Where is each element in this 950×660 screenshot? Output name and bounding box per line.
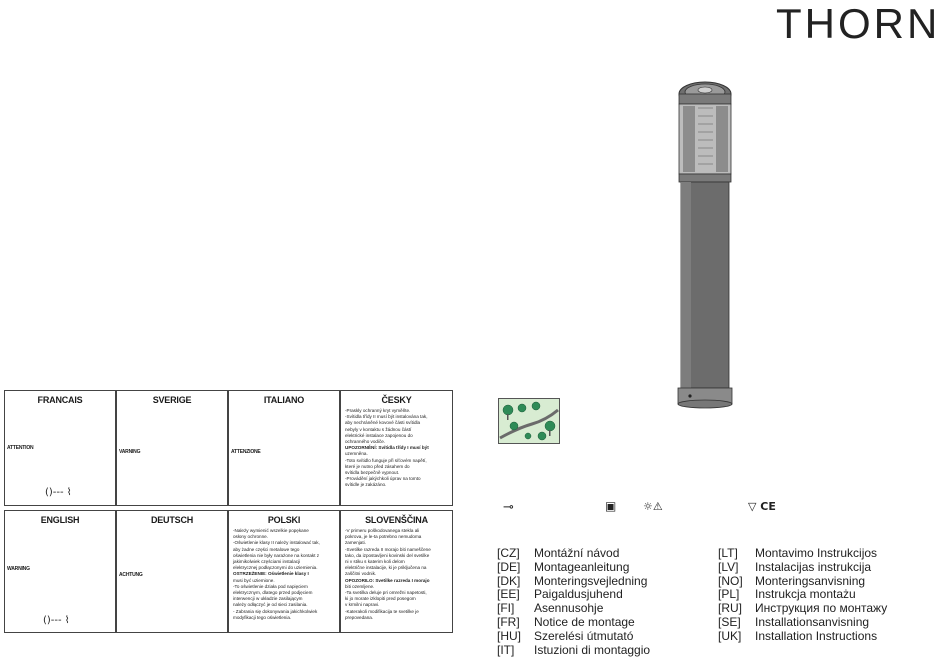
heat-warning-icon: ☼⚠ bbox=[643, 500, 663, 513]
warning-box-cesky bbox=[340, 390, 453, 506]
box-line: należy odłączyć je od sieci zasilania. bbox=[233, 602, 308, 608]
warning-box-slovenscina bbox=[340, 510, 453, 633]
box-line: -V primeru poškodovanega stekla ali bbox=[345, 528, 420, 533]
box-line: ki jo morate izklopiti pred posegom bbox=[345, 596, 416, 602]
language-code: [DK] bbox=[497, 573, 521, 588]
box-line: prepovedana. bbox=[345, 614, 374, 620]
bollard-luminaire-illustration bbox=[660, 70, 750, 415]
language-label: Szerelési útmutató bbox=[534, 628, 634, 643]
language-label: Monteringsvejledning bbox=[534, 573, 648, 588]
warning-box-sverige bbox=[116, 390, 228, 506]
landscape-application-icon bbox=[498, 398, 560, 444]
box-line: elektrycznej podłączonymi do uziemienia. bbox=[233, 565, 318, 571]
box-title: POLSKI bbox=[267, 515, 301, 525]
box-line: svítidla bezpečně vypnout. bbox=[345, 470, 400, 476]
language-label: Instrukcja montażu bbox=[755, 587, 856, 602]
language-code: [PL] bbox=[718, 587, 740, 602]
box-line: -Należy wymienić wszelkie popękane bbox=[233, 528, 309, 533]
box-keyword: ACHTUNG bbox=[119, 572, 143, 578]
warning-box-deutsch bbox=[116, 510, 228, 633]
box-line: -Oświetlenie klasy II należy instalować tak, bbox=[233, 540, 320, 546]
language-label: Montageanleitung bbox=[534, 559, 630, 574]
class-symbol-icon: ()--- ⌇ bbox=[45, 487, 72, 498]
list-item bbox=[497, 644, 650, 658]
box-line: oświetlenia nie były narażone na kontakt z bbox=[233, 552, 320, 558]
box-title: ČESKY bbox=[381, 395, 412, 405]
box-body bbox=[233, 528, 335, 621]
list-item bbox=[497, 616, 650, 630]
box-line: - Zabrania się dokonywania jakichkolwiek bbox=[233, 608, 318, 614]
box-body bbox=[345, 408, 448, 489]
cable-gland-icon: ⊸ bbox=[503, 500, 514, 515]
box-title: SLOVENŠČINA bbox=[365, 515, 428, 525]
box-line: -Provádění jakýchkoli úprav na tomto bbox=[345, 476, 421, 482]
list-item bbox=[497, 561, 650, 575]
list-item bbox=[718, 602, 887, 616]
box-keyword: ATTENTION bbox=[7, 445, 34, 451]
list-item bbox=[718, 547, 887, 561]
box-line: pokrova, je le-ta potrebno nemudoma bbox=[345, 534, 422, 540]
box-line: nebyly v kontaktu s žádnou částí bbox=[345, 426, 412, 432]
box-line: interwencji w układzie zasilającym bbox=[233, 596, 303, 602]
box-keyword: VARNING bbox=[119, 449, 141, 455]
language-label: Инструкция по монтажу bbox=[755, 601, 888, 616]
box-line: -Toto svítidlo funguje při síťovém napětí, bbox=[345, 457, 427, 463]
box-title: ITALIANO bbox=[263, 395, 305, 405]
box-line: -To oświetlenie działa pod napięciem bbox=[233, 583, 308, 589]
box-line: ni v stiku s katerim koli delom bbox=[345, 559, 405, 565]
list-item bbox=[718, 588, 887, 602]
warning-box-francais bbox=[4, 390, 116, 506]
language-code: [IT] bbox=[497, 642, 515, 657]
box-line: -Praskly ochranný kryt vyměňte. bbox=[345, 408, 411, 413]
language-label: Notice de montage bbox=[534, 614, 635, 629]
box-line: uzemněna. bbox=[345, 451, 368, 457]
list-item bbox=[497, 547, 650, 561]
warning-box-italiano bbox=[228, 390, 340, 506]
language-code: [FR] bbox=[497, 614, 520, 629]
box-line: OPOZORILO: Svetilke razreda I morajo bbox=[345, 577, 430, 583]
box-line: zamenjati. bbox=[345, 540, 366, 546]
box-line: biti ozemljene. bbox=[345, 583, 375, 589]
box-keyword: WARNING bbox=[7, 566, 30, 572]
box-line: svítidle je zakázáno. bbox=[345, 482, 387, 488]
language-label: Montavimo Instrukcijos bbox=[755, 546, 878, 560]
language-code: [LV] bbox=[718, 559, 739, 574]
box-line: musi być uziemione. bbox=[233, 577, 275, 583]
box-line: električne instalacije, ki je priključena na bbox=[345, 565, 427, 571]
language-list-left bbox=[497, 547, 650, 657]
language-label: Istuzioni di montaggio bbox=[534, 642, 651, 657]
list-item bbox=[718, 616, 887, 630]
list-item bbox=[497, 588, 650, 602]
language-code: [DE] bbox=[497, 559, 521, 574]
box-body bbox=[345, 528, 448, 621]
list-item bbox=[718, 575, 887, 589]
box-line: osłony ochronne. bbox=[233, 534, 268, 540]
language-label: Paigaldusjuhend bbox=[534, 587, 623, 602]
language-label: Installationsanvisning bbox=[755, 614, 870, 629]
class-ii-icon: ▣ bbox=[605, 499, 617, 513]
box-line: UPOZORNĚNÍ: Svítidla třídy I musí být bbox=[345, 445, 429, 451]
box-line: -Svítidla třídy II musí být instalována tak, bbox=[345, 414, 428, 420]
box-line: které je nutno před zásahem do bbox=[345, 463, 410, 469]
box-title: DEUTSCH bbox=[150, 515, 194, 525]
list-item bbox=[718, 561, 887, 575]
brand-logo: THORN bbox=[776, 0, 941, 47]
list-item bbox=[497, 602, 650, 616]
language-code: [UK] bbox=[718, 628, 742, 643]
box-title: FRANCAIS bbox=[37, 395, 83, 405]
language-code: [EE] bbox=[497, 587, 520, 602]
box-keyword: ATTENZIONE bbox=[231, 449, 261, 455]
box-line: elektrycznym, dlatego przed podjęciem bbox=[233, 590, 313, 596]
list-item bbox=[497, 575, 650, 589]
language-label: Monteringsanvisning bbox=[755, 573, 866, 588]
box-line: zaščitni vodnik. bbox=[345, 571, 377, 577]
language-code: [HU] bbox=[497, 628, 521, 643]
language-label: Instalacijas instrukcija bbox=[755, 559, 872, 574]
warning-box-english bbox=[4, 510, 116, 633]
box-line: tako, da izpostavljeni kovinski del svetilke bbox=[345, 552, 430, 558]
language-code: [FI] bbox=[497, 601, 515, 616]
language-code: [RU] bbox=[718, 601, 742, 616]
box-line: -Katerakoli modifikacija te svetilke je bbox=[345, 608, 419, 614]
language-code: [SE] bbox=[718, 614, 741, 629]
language-label: Asennusohje bbox=[534, 601, 604, 616]
box-line: elektrické instalace zapojenou do bbox=[345, 432, 413, 438]
list-item bbox=[497, 630, 650, 644]
class-symbol-icon: ()--- ⌇ bbox=[43, 615, 70, 626]
box-line: ochranného vodiče. bbox=[345, 439, 386, 445]
box-line: v krmilni napravi. bbox=[345, 602, 380, 608]
box-title: SVERIGE bbox=[152, 395, 192, 405]
language-label: Installation Instructions bbox=[755, 628, 878, 643]
language-list-right bbox=[718, 547, 887, 644]
language-code: [CZ] bbox=[497, 546, 520, 560]
ce-mark-icon: ▽ CE bbox=[748, 500, 776, 513]
box-line: aby żadne części metalowe tego bbox=[233, 546, 300, 552]
list-item bbox=[718, 630, 887, 644]
box-line: OSTRZEŻENIE: Oświetlenie klasy I bbox=[233, 571, 309, 577]
language-code: [NO] bbox=[718, 573, 743, 588]
language-label: Montážní návod bbox=[534, 546, 620, 560]
box-line: -Ta svetilka deluje pri omrežni napetosti, bbox=[345, 590, 427, 596]
box-line: jakimikolwiek częściami instalacji bbox=[233, 559, 301, 565]
box-title: ENGLISH bbox=[40, 515, 80, 525]
language-code: [LT] bbox=[718, 546, 738, 560]
box-line: modyfikacji tego oświetlenia. bbox=[233, 614, 292, 620]
box-line: aby nechráněné kovové části svítidla bbox=[345, 420, 421, 426]
box-line: -Svetilke razreda II morajo biti nameščene bbox=[345, 546, 431, 552]
warning-box-polski bbox=[228, 510, 340, 633]
